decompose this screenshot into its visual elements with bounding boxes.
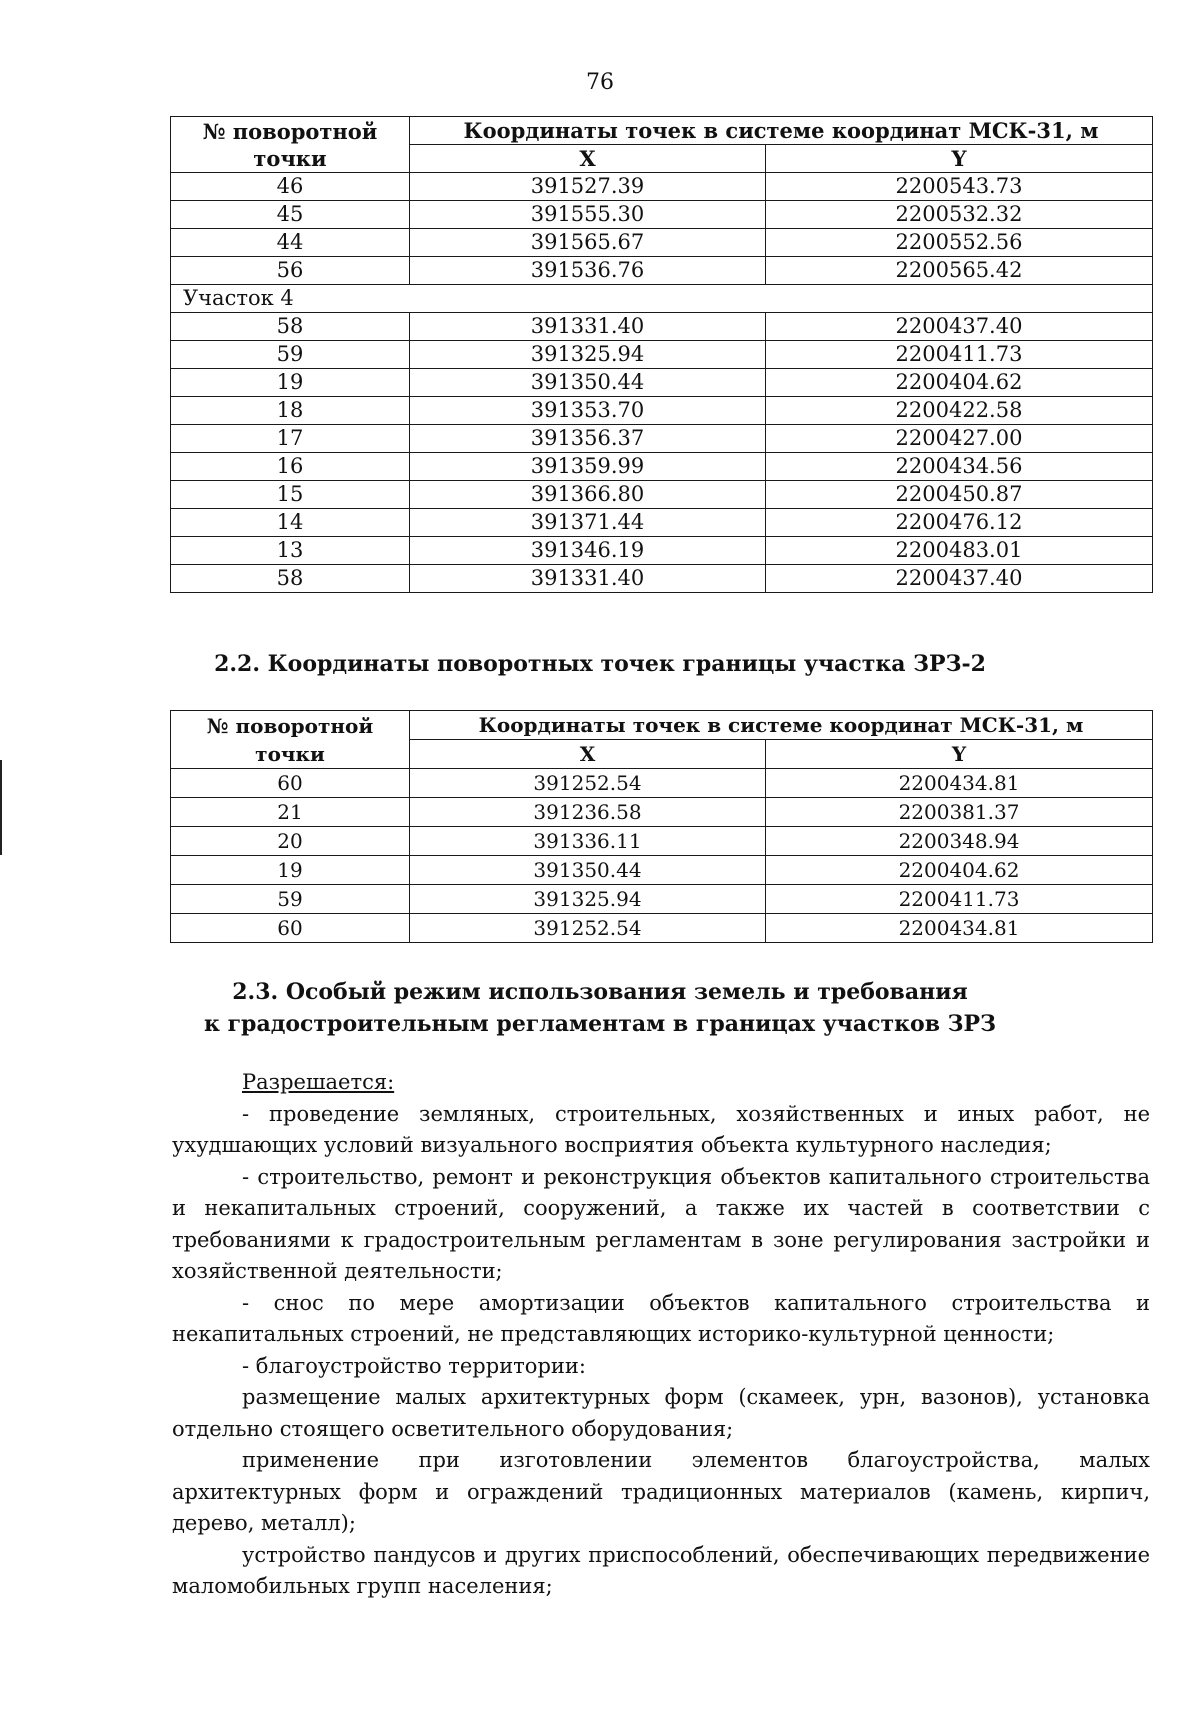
point-number-cell: 19 <box>171 856 410 885</box>
y-coordinate-cell: 2200437.40 <box>766 313 1153 341</box>
header-x: X <box>410 145 766 173</box>
x-coordinate-cell: 391359.99 <box>410 453 766 481</box>
table-row <box>171 481 1153 509</box>
y-coordinate-cell: 2200427.00 <box>766 425 1153 453</box>
section-label: Участок 4 <box>171 285 1153 313</box>
paragraph: размещение малых архитектурных форм (скамеек, урн, вазонов), установка отдельно стоящего осветительного оборудования; <box>172 1385 1150 1441</box>
x-coordinate-cell: 391565.67 <box>410 229 766 257</box>
point-number-cell: 17 <box>171 425 410 453</box>
point-number-cell: 18 <box>171 397 410 425</box>
point-number-cell: 16 <box>171 453 410 481</box>
y-coordinate-cell: 2200543.73 <box>766 173 1153 201</box>
table-row <box>171 257 1153 285</box>
y-coordinate-cell: 2200532.32 <box>766 201 1153 229</box>
x-coordinate-cell: 391252.54 <box>410 914 766 943</box>
regulations-text <box>172 1067 1150 1603</box>
x-coordinate-cell: 391336.11 <box>410 827 766 856</box>
x-coordinate-cell: 391325.94 <box>410 885 766 914</box>
x-coordinate-cell: 391346.19 <box>410 537 766 565</box>
allowed-heading: Разрешается: <box>242 1070 395 1094</box>
table2-rows <box>171 769 1153 943</box>
table-row <box>171 509 1153 537</box>
point-number-cell: 58 <box>171 565 410 593</box>
scan-edge-mark <box>0 760 2 855</box>
table-row <box>171 914 1153 943</box>
paragraph: применение при изготовлении элементов благоустройства, малых архитектурных форм и ограждений традиционных материалов (камень, кирпич, дерево, металл); <box>172 1448 1150 1535</box>
x-coordinate-cell: 391350.44 <box>410 856 766 885</box>
header-x: X <box>410 740 766 769</box>
y-coordinate-cell: 2200434.56 <box>766 453 1153 481</box>
header-y: Y <box>766 740 1153 769</box>
y-coordinate-cell: 2200552.56 <box>766 229 1153 257</box>
table-row <box>171 856 1153 885</box>
section-2-3-title <box>0 976 1200 1040</box>
point-number-cell: 44 <box>171 229 410 257</box>
x-coordinate-cell: 391555.30 <box>410 201 766 229</box>
paragraph: - снос по мере амортизации объектов капитального строительства и некапитальных строений, не представляющих историко-культурной ценности; <box>172 1290 1150 1346</box>
table-row <box>171 229 1153 257</box>
table-row <box>171 537 1153 565</box>
x-coordinate-cell: 391350.44 <box>410 369 766 397</box>
point-number-cell: 60 <box>171 914 410 943</box>
table-row <box>171 341 1153 369</box>
x-coordinate-cell: 391252.54 <box>410 769 766 798</box>
table-row <box>171 369 1153 397</box>
y-coordinate-cell: 2200348.94 <box>766 827 1153 856</box>
coordinates-table-1 <box>170 116 1153 593</box>
y-coordinate-cell: 2200381.37 <box>766 798 1153 827</box>
point-number-cell: 20 <box>171 827 410 856</box>
table1-rows-before <box>171 173 1153 285</box>
section-2-3-title-line2: к градостроительным регламентам в границах участков ЗРЗ <box>204 1011 996 1037</box>
x-coordinate-cell: 391366.80 <box>410 481 766 509</box>
paragraph: - строительство, ремонт и реконструкция объектов капитального строительства и некапитальных строений, сооружений, а также их частей в соответствии с требованиями к градостроительным регламентам в зоне регулирования застройки и хозяйственной деятельности; <box>172 1164 1150 1283</box>
y-coordinate-cell: 2200404.62 <box>766 856 1153 885</box>
section-2-2-title: 2.2. Координаты поворотных точек границы участка ЗРЗ-2 <box>214 651 986 677</box>
y-coordinate-cell: 2200450.87 <box>766 481 1153 509</box>
y-coordinate-cell: 2200483.01 <box>766 537 1153 565</box>
header-coordinates-group: Координаты точек в системе координат МСК-31, м <box>410 117 1153 145</box>
point-number-cell: 19 <box>171 369 410 397</box>
table-row <box>171 397 1153 425</box>
x-coordinate-cell: 391356.37 <box>410 425 766 453</box>
page-number: 76 <box>586 70 614 95</box>
table-row <box>171 425 1153 453</box>
table1-rows-after <box>171 313 1153 593</box>
x-coordinate-cell: 391353.70 <box>410 397 766 425</box>
point-number-cell: 13 <box>171 537 410 565</box>
table-row <box>171 453 1153 481</box>
x-coordinate-cell: 391325.94 <box>410 341 766 369</box>
point-number-cell: 56 <box>171 257 410 285</box>
y-coordinate-cell: 2200404.62 <box>766 369 1153 397</box>
point-number-cell: 14 <box>171 509 410 537</box>
point-number-cell: 58 <box>171 313 410 341</box>
point-number-cell: 46 <box>171 173 410 201</box>
table-row <box>171 313 1153 341</box>
point-number-cell: 15 <box>171 481 410 509</box>
point-number-cell: 45 <box>171 201 410 229</box>
y-coordinate-cell: 2200476.12 <box>766 509 1153 537</box>
x-coordinate-cell: 391331.40 <box>410 565 766 593</box>
coordinates-table-2 <box>170 710 1153 943</box>
point-number-cell: 59 <box>171 885 410 914</box>
y-coordinate-cell: 2200434.81 <box>766 914 1153 943</box>
section-row <box>171 285 1153 313</box>
header-point-number: № поворотной точки <box>171 117 410 173</box>
table-row <box>171 827 1153 856</box>
table-row <box>171 885 1153 914</box>
x-coordinate-cell: 391331.40 <box>410 313 766 341</box>
table-row <box>171 201 1153 229</box>
x-coordinate-cell: 391527.39 <box>410 173 766 201</box>
y-coordinate-cell: 2200411.73 <box>766 885 1153 914</box>
table-row <box>171 798 1153 827</box>
y-coordinate-cell: 2200422.58 <box>766 397 1153 425</box>
x-coordinate-cell: 391536.76 <box>410 257 766 285</box>
paragraph: - благоустройство территории: <box>242 1353 586 1378</box>
section-2-3-title-line1: 2.3. Особый режим использования земель и требования <box>232 979 968 1005</box>
y-coordinate-cell: 2200565.42 <box>766 257 1153 285</box>
table-row <box>171 565 1153 593</box>
table-row <box>171 173 1153 201</box>
header-point-number: № поворотной точки <box>171 711 410 769</box>
y-coordinate-cell: 2200411.73 <box>766 341 1153 369</box>
paragraph: - проведение земляных, строительных, хозяйственных и иных работ, не ухудшающих условий визуального восприятия объекта культурного наследия; <box>172 1101 1150 1157</box>
y-coordinate-cell: 2200434.81 <box>766 769 1153 798</box>
point-number-cell: 21 <box>171 798 410 827</box>
point-number-cell: 60 <box>171 769 410 798</box>
x-coordinate-cell: 391236.58 <box>410 798 766 827</box>
x-coordinate-cell: 391371.44 <box>410 509 766 537</box>
header-coordinates-group: Координаты точек в системе координат МСК-31, м <box>410 711 1153 740</box>
point-number-cell: 59 <box>171 341 410 369</box>
header-y: Y <box>766 145 1153 173</box>
paragraph: устройство пандусов и других приспособлений, обеспечивающих передвижение маломобильных групп населения; <box>172 1542 1150 1598</box>
y-coordinate-cell: 2200437.40 <box>766 565 1153 593</box>
table-row <box>171 769 1153 798</box>
